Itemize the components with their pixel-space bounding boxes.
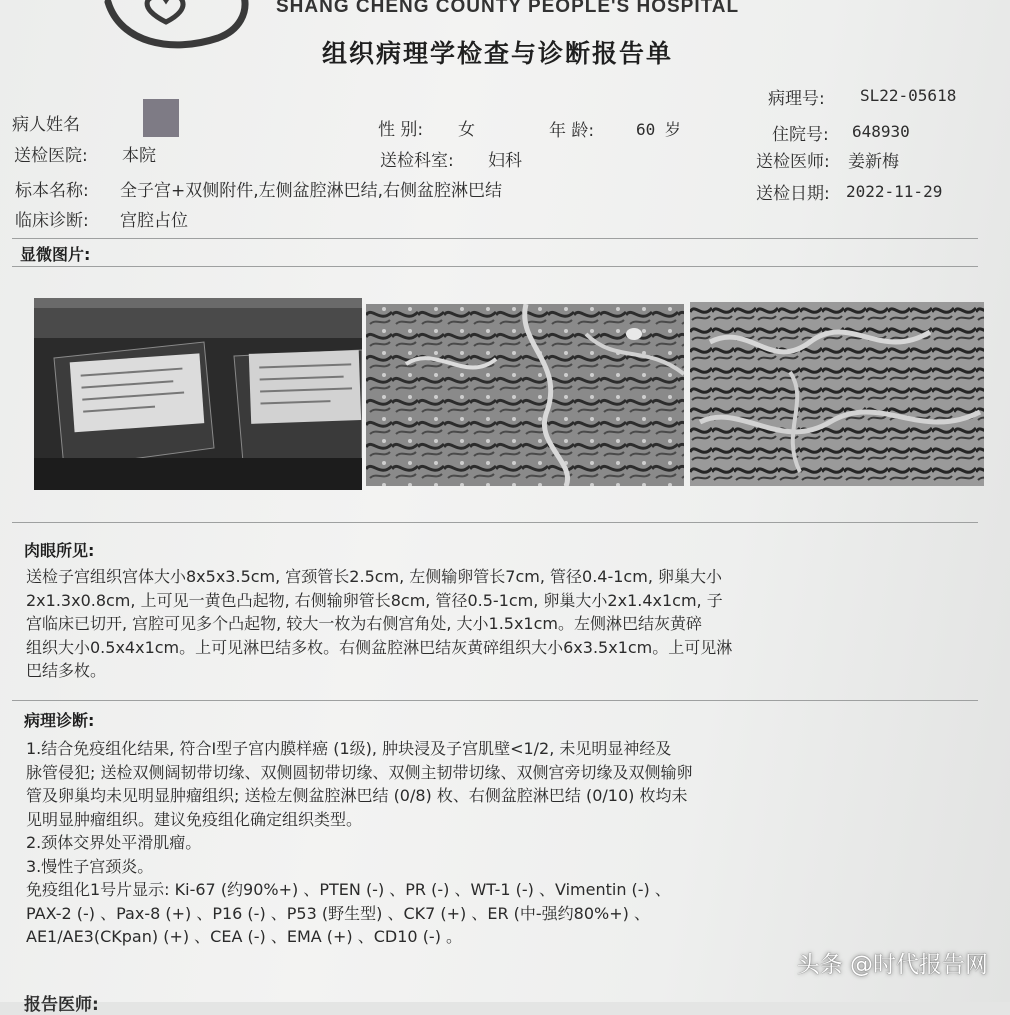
redacted-name xyxy=(143,99,179,137)
inpatient-no-label: 住院号: xyxy=(772,125,829,145)
gross-section-title: 肉眼所见: xyxy=(24,541,95,560)
specimen-bags-photo xyxy=(34,298,362,490)
text-line: 脉管侵犯; 送检双侧阔韧带切缘、双侧圆韧带切缘、双侧主韧带切缘、双侧宫旁切缘及双侧输卵 xyxy=(26,762,693,782)
text-line: 见明显肿瘤组织。建议免疫组化确定组织类型。 xyxy=(26,809,363,829)
hospital-logo xyxy=(100,0,250,62)
images-section-title: 显微图片: xyxy=(20,245,91,264)
pathology-diagnosis-text xyxy=(26,737,992,949)
date-label: 送检日期: xyxy=(756,184,830,204)
text-line: 送检子宫组织宫体大小8x5x3.5cm, 宫颈管长2.5cm, 左侧输卵管长7cm, 管径0.4-1cm, 卵巢大小 xyxy=(26,567,722,586)
watermark: 头条 @时代报告网 xyxy=(796,952,988,978)
gender-label: 性 别: xyxy=(378,120,424,140)
hospital-name: SHANG CHENG COUNTY PEOPLE'S HOSPITAL xyxy=(276,0,740,17)
divider xyxy=(12,522,978,523)
text-line: 宫临床已切开, 宫腔可见多个凸起物, 较大一枚为右侧宫角处, 大小1.5x1cm。左侧淋巴结灰黄碎 xyxy=(26,614,702,633)
specimen-value: 全子宫+双侧附件,左侧盆腔淋巴结,右侧盆腔淋巴结 xyxy=(120,181,503,201)
date-value: 2022-11-29 xyxy=(846,182,943,201)
gross-findings-text xyxy=(26,565,992,683)
diagnosis-label: 临床诊断: xyxy=(15,211,89,231)
report-title: 组织病理学检查与诊断报告单 xyxy=(322,39,674,68)
reporter-label: 报告医师: xyxy=(24,995,99,1015)
text-line: 管及卵巢均未见明显肿瘤组织; 送检左侧盆腔淋巴结 (0/8) 枚、右侧盆腔淋巴结 (0/10) 枚均未 xyxy=(26,786,688,805)
micrograph-1 xyxy=(366,304,684,486)
text-line: 2x1.3x0.8cm, 上可见一黄色凸起物, 右侧输卵管长8cm, 管径0.5-1cm, 卵巢大小2x1.4x1cm, 子 xyxy=(26,590,723,610)
doctor-label: 送检医师: xyxy=(756,152,830,172)
divider xyxy=(12,700,978,701)
text-line: 1.结合免疫组化结果, 符合I型子宫内膜样癌 (1级), 肿块浸及子宫肌壁<1/2, 未见明显神经及 xyxy=(26,739,672,758)
pathology-no-label: 病理号: xyxy=(768,89,825,109)
specimen-label: 标本名称: xyxy=(15,181,89,201)
text-line: 3.慢性子宫颈炎。 xyxy=(26,856,154,876)
text-line: 组织大小0.5x4x1cm。上可见淋巴结多枚。右侧盆腔淋巴结灰黄碎组织大小6x3.5x1cm。上可见淋 xyxy=(26,637,733,657)
department-label: 送检科室: xyxy=(380,151,454,171)
text-line: AE1/AE3(CKpan) (+) 、CEA (-) 、EMA (+) 、CD10 (-) 。 xyxy=(26,927,463,946)
text-line: 免疫组化1号片显示: Ki-67 (约90%+) 、PTEN (-) 、PR (-) 、WT-1 (-) 、Vimentin (-) 、 xyxy=(26,880,671,899)
inpatient-no: 648930 xyxy=(852,122,910,141)
micrograph-2 xyxy=(690,302,984,486)
divider xyxy=(12,238,978,239)
text-line: 巴结多枚。 xyxy=(26,661,107,680)
text-line: 2.颈体交界处平滑肌瘤。 xyxy=(26,833,202,852)
text-line: PAX-2 (-) 、Pax-8 (+) 、P16 (-) 、P53 (野生型) 、CK7 (+) 、ER (中-强约80%+) 、 xyxy=(26,903,650,923)
divider xyxy=(12,266,978,267)
age-label: 年 龄: xyxy=(549,121,595,141)
hospital-label: 送检医院: xyxy=(14,146,88,166)
patient-name-label: 病人姓名 xyxy=(12,115,80,135)
pathology-no: SL22-05618 xyxy=(860,86,957,105)
pathology-section-title: 病理诊断: xyxy=(24,711,95,730)
age-value: 60 岁 xyxy=(636,120,681,139)
hospital-value: 本院 xyxy=(122,146,156,166)
gender-value: 女 xyxy=(458,120,475,140)
diagnosis-value: 宫腔占位 xyxy=(120,211,188,231)
department-value: 妇科 xyxy=(488,151,522,171)
doctor-value: 姜新梅 xyxy=(848,152,899,172)
